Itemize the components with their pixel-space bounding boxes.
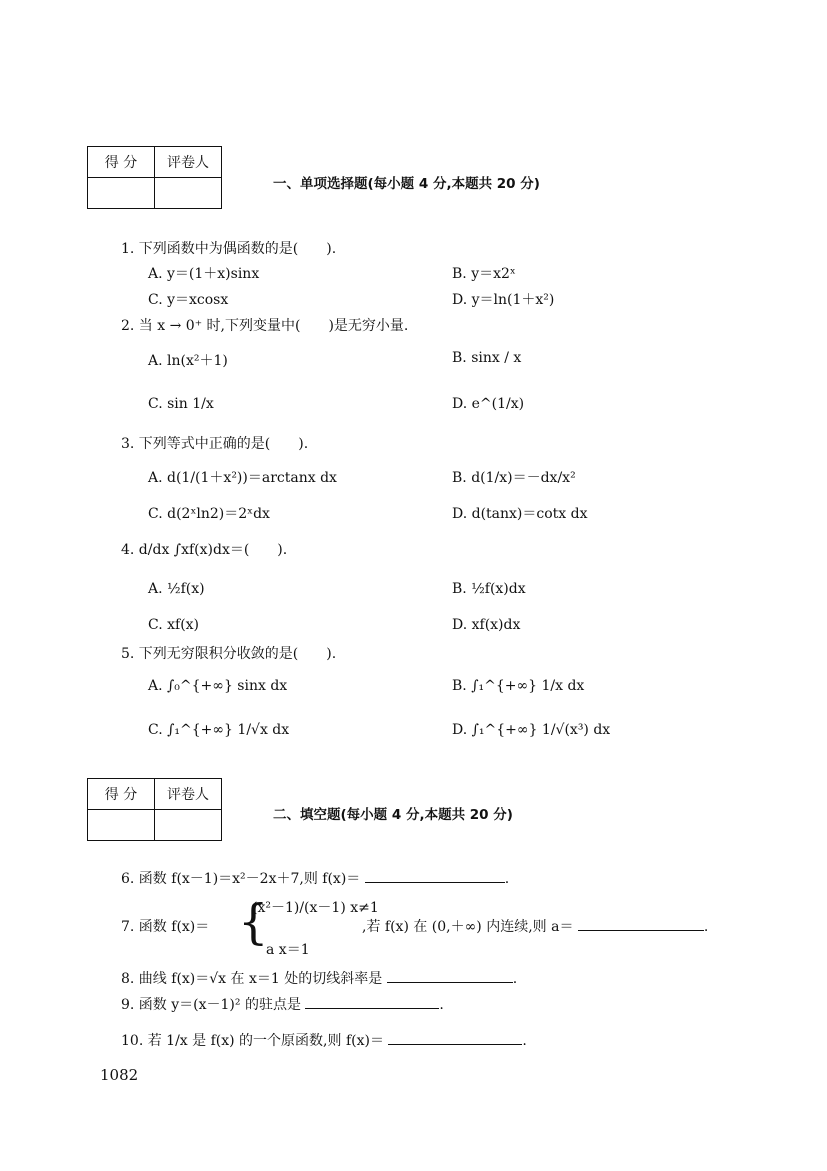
q2-option-c: C. sin 1/x (148, 396, 214, 412)
score-cell (88, 178, 155, 209)
section2-title: 二、填空题(每小题 4 分,本题共 20 分) (273, 807, 513, 823)
q5-option-c: C. ∫₁^{+∞} 1/√x dx (148, 722, 290, 738)
score-box-1 (87, 146, 222, 209)
q8-question: 8. 曲线 f(x)＝√x 在 x＝1 处的切线斜率是 . (121, 968, 517, 988)
q7-tail: ,若 f(x) 在 (0,＋∞) 内连续,则 a＝ (362, 919, 574, 935)
q9-answer-blank[interactable] (305, 994, 439, 1009)
q4-option-a: A. ½f(x) (148, 581, 205, 597)
q7-tail-group: ,若 f(x) 在 (0,＋∞) 内连续,则 a＝ . (362, 916, 708, 936)
grader-cell (155, 810, 222, 841)
q7-lead: 7. 函数 f(x)＝ (121, 919, 210, 935)
grader-label: 评卷人 (155, 147, 222, 178)
q4-stem: 4. d/dx ∫xf(x)dx＝( ). (121, 542, 288, 558)
q4-option-b: B. ½f(x)dx (452, 581, 526, 597)
q3-stem: 3. 下列等式中正确的是( ). (121, 436, 309, 452)
q6-question: 6. 函数 f(x－1)＝x²－2x＋7,则 f(x)＝ . (121, 868, 509, 888)
q10-answer-blank[interactable] (388, 1030, 522, 1045)
q3-option-b: B. d(1/x)＝－dx/x² (452, 470, 576, 486)
score-cell (88, 810, 155, 841)
q6-answer-blank[interactable] (365, 868, 505, 883)
q2-option-d: D. e^(1/x) (452, 396, 525, 412)
page-number: 1082 (100, 1066, 139, 1084)
q10-lead: 10. 若 (121, 1033, 162, 1049)
q2-option-a: A. ln(x²＋1) (148, 353, 228, 369)
q7-case1: (x²－1)/(x－1) x≠1 (252, 900, 379, 916)
q1-option-d: D. y＝ln(1＋x²) (452, 292, 555, 308)
q4-option-d: D. xf(x)dx (452, 617, 521, 633)
q8-text: 8. 曲线 f(x)＝√x 在 x＝1 处的切线斜率是 (121, 971, 383, 987)
q3-option-c: C. d(2ˣln2)＝2ˣdx (148, 506, 270, 522)
q5-option-d: D. ∫₁^{+∞} 1/√(x³) dx (452, 722, 611, 738)
q1-option-a: A. y＝(1＋x)sinx (148, 266, 260, 282)
q5-option-b: B. ∫₁^{+∞} 1/x dx (452, 678, 585, 694)
q1-option-c: C. y＝xcosx (148, 292, 229, 308)
q10-question: 10. 若 1/x 是 f(x) 的一个原函数,则 f(x)＝ . (121, 1030, 527, 1050)
grader-label: 评卷人 (155, 779, 222, 810)
q10-frac: 1/x (166, 1033, 188, 1049)
q2-option-b: B. sinx / x (452, 350, 522, 366)
q10-tail: 是 f(x) 的一个原函数,则 f(x)＝ (192, 1033, 384, 1049)
q7-answer-blank[interactable] (578, 916, 704, 931)
q3-option-a: A. d(1/(1＋x²))＝arctanx dx (148, 470, 337, 486)
q5-option-a: A. ∫₀^{+∞} sinx dx (148, 678, 288, 694)
q6-text: 6. 函数 f(x－1)＝x²－2x＋7,则 f(x)＝ (121, 871, 361, 887)
q5-stem: 5. 下列无穷限积分收敛的是( ). (121, 646, 337, 662)
q2-stem: 2. 当 x → 0⁺ 时,下列变量中( )是无穷小量. (121, 318, 409, 334)
q7-brace: { (238, 894, 269, 950)
q3-option-d: D. d(tanx)＝cotx dx (452, 506, 588, 522)
section1-title: 一、单项选择题(每小题 4 分,本题共 20 分) (273, 176, 540, 192)
q1-option-b: B. y＝x2ˣ (452, 266, 516, 282)
q8-answer-blank[interactable] (387, 968, 513, 983)
q9-question: 9. 函数 y＝(x－1)² 的驻点是 . (121, 994, 444, 1014)
grader-cell (155, 178, 222, 209)
q7-case2: a x＝1 (266, 942, 310, 958)
score-label: 得 分 (88, 147, 155, 178)
q4-option-c: C. xf(x) (148, 617, 200, 633)
score-box-2 (87, 778, 222, 841)
q9-text: 9. 函数 y＝(x－1)² 的驻点是 (121, 997, 301, 1013)
score-label: 得 分 (88, 779, 155, 810)
q1-stem: 1. 下列函数中为偶函数的是( ). (121, 241, 337, 257)
